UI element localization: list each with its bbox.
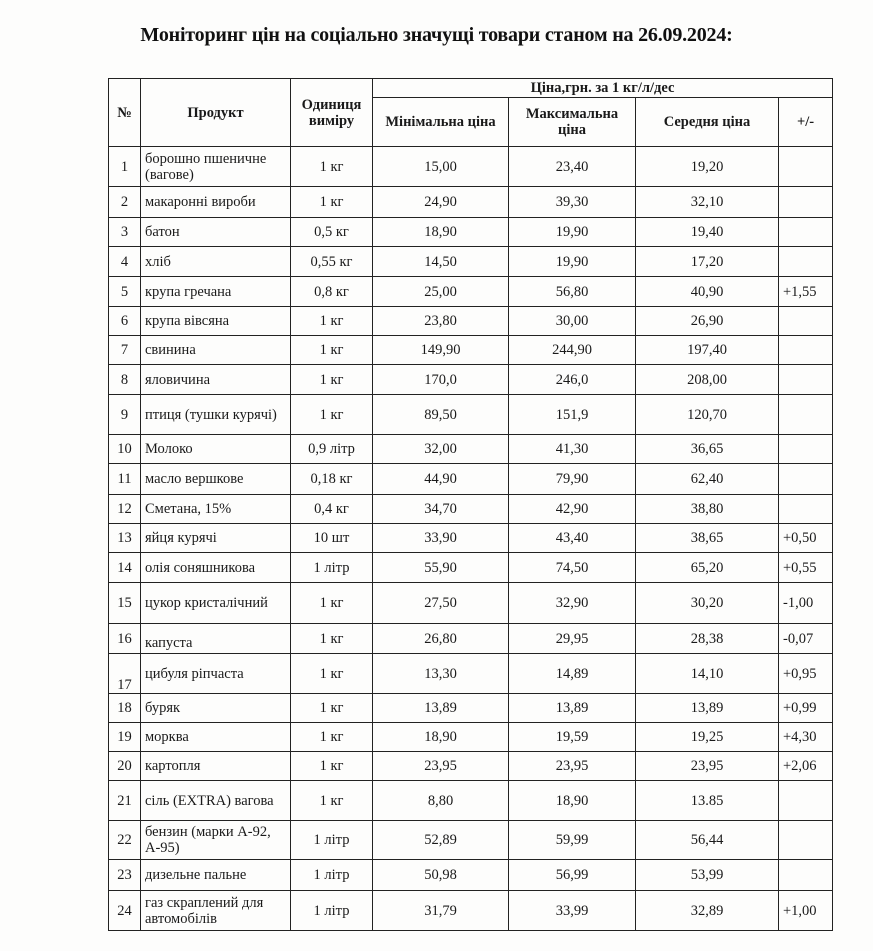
- max-price: 56,99: [509, 860, 636, 891]
- table-row: [109, 654, 833, 694]
- row-number: 23: [109, 860, 141, 891]
- price-change: [779, 860, 833, 891]
- price-change: -0,07: [779, 624, 833, 654]
- product-name: батон: [141, 218, 291, 247]
- price-change: [779, 147, 833, 187]
- min-price: 15,00: [373, 147, 509, 187]
- row-number: 20: [109, 752, 141, 781]
- row-number: 1: [109, 147, 141, 187]
- product-name: олія соняшникова: [141, 553, 291, 583]
- price-change: +0,55: [779, 553, 833, 583]
- avg-price: 19,25: [636, 723, 779, 752]
- avg-price: 197,40: [636, 336, 779, 365]
- min-price: 44,90: [373, 464, 509, 495]
- price-change: [779, 435, 833, 464]
- max-price: 19,59: [509, 723, 636, 752]
- min-price: 31,79: [373, 891, 509, 931]
- unit-of-measure: 1 літр: [291, 821, 373, 860]
- avg-price: 208,00: [636, 365, 779, 395]
- min-price: 23,80: [373, 307, 509, 336]
- table-row: [109, 821, 833, 860]
- row-number: 22: [109, 821, 141, 860]
- table-row: [109, 752, 833, 781]
- price-change: [779, 495, 833, 524]
- unit-of-measure: 0,4 кг: [291, 495, 373, 524]
- unit-of-measure: 0,9 літр: [291, 435, 373, 464]
- max-price: 43,40: [509, 524, 636, 553]
- price-change: +2,06: [779, 752, 833, 781]
- max-price: 33,99: [509, 891, 636, 931]
- max-price: 23,40: [509, 147, 636, 187]
- avg-price: 38,80: [636, 495, 779, 524]
- price-change: +0,99: [779, 694, 833, 723]
- avg-price: 26,90: [636, 307, 779, 336]
- avg-price: 14,10: [636, 654, 779, 694]
- table-row: [109, 860, 833, 891]
- avg-price: 13.85: [636, 781, 779, 821]
- price-change: [779, 464, 833, 495]
- product-name: крупа гречана: [141, 277, 291, 307]
- row-number: 19: [109, 723, 141, 752]
- avg-price: 65,20: [636, 553, 779, 583]
- row-number: 4: [109, 247, 141, 277]
- row-number: 24: [109, 891, 141, 931]
- max-price: 18,90: [509, 781, 636, 821]
- table-row: [109, 435, 833, 464]
- max-price: 41,30: [509, 435, 636, 464]
- row-number: 18: [109, 694, 141, 723]
- price-change: [779, 395, 833, 435]
- table-row: [109, 218, 833, 247]
- price-change: +1,00: [779, 891, 833, 931]
- max-price: 56,80: [509, 277, 636, 307]
- min-price: 23,95: [373, 752, 509, 781]
- min-price: 18,90: [373, 218, 509, 247]
- min-price: 13,30: [373, 654, 509, 694]
- avg-price: 32,10: [636, 187, 779, 218]
- table-row: [109, 247, 833, 277]
- product-name: свинина: [141, 336, 291, 365]
- table-row: [109, 781, 833, 821]
- price-change: +1,55: [779, 277, 833, 307]
- row-number: 15: [109, 583, 141, 624]
- max-price: 151,9: [509, 395, 636, 435]
- table-row: [109, 553, 833, 583]
- unit-of-measure: 0,55 кг: [291, 247, 373, 277]
- price-change: [779, 218, 833, 247]
- table-body: [109, 147, 833, 931]
- product-name: дизельне пальне: [141, 860, 291, 891]
- price-change: [779, 307, 833, 336]
- avg-price: 17,20: [636, 247, 779, 277]
- min-price: 18,90: [373, 723, 509, 752]
- avg-price: 19,40: [636, 218, 779, 247]
- unit-of-measure: 1 кг: [291, 654, 373, 694]
- price-change: +4,30: [779, 723, 833, 752]
- table-row: [109, 395, 833, 435]
- price-change: [779, 365, 833, 395]
- row-number: 6: [109, 307, 141, 336]
- unit-of-measure: 1 кг: [291, 307, 373, 336]
- table-row: [109, 624, 833, 654]
- price-change: [779, 821, 833, 860]
- product-name: Сметана, 15%: [141, 495, 291, 524]
- min-price: 55,90: [373, 553, 509, 583]
- header-change: +/-: [779, 98, 833, 147]
- row-number: 10: [109, 435, 141, 464]
- min-price: 26,80: [373, 624, 509, 654]
- table-row: [109, 891, 833, 931]
- max-price: 14,89: [509, 654, 636, 694]
- unit-of-measure: 1 кг: [291, 723, 373, 752]
- table-row: [109, 147, 833, 187]
- avg-price: 32,89: [636, 891, 779, 931]
- unit-of-measure: 1 кг: [291, 781, 373, 821]
- max-price: 19,90: [509, 218, 636, 247]
- product-name: цибуля ріпчаста: [141, 654, 291, 694]
- price-change: [779, 187, 833, 218]
- product-name: яловичина: [141, 365, 291, 395]
- max-price: 244,90: [509, 336, 636, 365]
- min-price: 170,0: [373, 365, 509, 395]
- row-number: 16: [109, 624, 141, 654]
- table-row: [109, 723, 833, 752]
- header-avg-price: Середня ціна: [636, 98, 779, 147]
- min-price: 27,50: [373, 583, 509, 624]
- document-title: Моніторинг цін на соціально значущі товари станом на 26.09.2024:: [140, 24, 733, 46]
- product-name: Молоко: [141, 435, 291, 464]
- avg-price: 19,20: [636, 147, 779, 187]
- product-name: капуста: [141, 624, 291, 654]
- product-name: хліб: [141, 247, 291, 277]
- avg-price: 62,40: [636, 464, 779, 495]
- max-price: 30,00: [509, 307, 636, 336]
- unit-of-measure: 1 кг: [291, 624, 373, 654]
- table-row: [109, 464, 833, 495]
- avg-price: 28,38: [636, 624, 779, 654]
- min-price: 33,90: [373, 524, 509, 553]
- table-row: [109, 277, 833, 307]
- max-price: 59,99: [509, 821, 636, 860]
- unit-of-measure: 1 кг: [291, 336, 373, 365]
- max-price: 32,90: [509, 583, 636, 624]
- min-price: 50,98: [373, 860, 509, 891]
- min-price: 25,00: [373, 277, 509, 307]
- avg-price: 38,65: [636, 524, 779, 553]
- row-number: 17: [109, 654, 141, 694]
- product-name: газ скраплений для автомобілів: [141, 891, 291, 931]
- unit-of-measure: 1 літр: [291, 891, 373, 931]
- unit-of-measure: 1 кг: [291, 752, 373, 781]
- unit-of-measure: 1 кг: [291, 147, 373, 187]
- avg-price: 36,65: [636, 435, 779, 464]
- avg-price: 40,90: [636, 277, 779, 307]
- unit-of-measure: 1 кг: [291, 187, 373, 218]
- avg-price: 13,89: [636, 694, 779, 723]
- unit-of-measure: 1 літр: [291, 553, 373, 583]
- unit-of-measure: 0,5 кг: [291, 218, 373, 247]
- unit-of-measure: 1 кг: [291, 694, 373, 723]
- price-change: [779, 247, 833, 277]
- unit-of-measure: 0,18 кг: [291, 464, 373, 495]
- min-price: 149,90: [373, 336, 509, 365]
- header-product: Продукт: [141, 79, 291, 147]
- max-price: 246,0: [509, 365, 636, 395]
- price-change: [779, 336, 833, 365]
- product-name: картопля: [141, 752, 291, 781]
- row-number: 12: [109, 495, 141, 524]
- price-change: +0,50: [779, 524, 833, 553]
- table-header: [109, 79, 833, 147]
- row-number: 11: [109, 464, 141, 495]
- min-price: 8,80: [373, 781, 509, 821]
- min-price: 34,70: [373, 495, 509, 524]
- row-number: 14: [109, 553, 141, 583]
- price-monitoring-table: [108, 78, 833, 931]
- product-name: буряк: [141, 694, 291, 723]
- table-row: [109, 336, 833, 365]
- product-name: борошно пшеничне (вагове): [141, 147, 291, 187]
- table-row: [109, 187, 833, 218]
- max-price: 39,30: [509, 187, 636, 218]
- table-row: [109, 524, 833, 553]
- table-row: [109, 365, 833, 395]
- max-price: 79,90: [509, 464, 636, 495]
- product-name: морква: [141, 723, 291, 752]
- product-name: крупа вівсяна: [141, 307, 291, 336]
- max-price: 42,90: [509, 495, 636, 524]
- unit-of-measure: 1 кг: [291, 395, 373, 435]
- min-price: 32,00: [373, 435, 509, 464]
- unit-of-measure: 0,8 кг: [291, 277, 373, 307]
- product-name: цукор кристалічний: [141, 583, 291, 624]
- product-name: птиця (тушки курячі): [141, 395, 291, 435]
- max-price: 74,50: [509, 553, 636, 583]
- avg-price: 120,70: [636, 395, 779, 435]
- header-number: №: [109, 79, 141, 147]
- table-row: [109, 583, 833, 624]
- product-name: сіль (EXTRA) вагова: [141, 781, 291, 821]
- avg-price: 53,99: [636, 860, 779, 891]
- product-name: макаронні вироби: [141, 187, 291, 218]
- table-row: [109, 694, 833, 723]
- row-number: 2: [109, 187, 141, 218]
- min-price: 52,89: [373, 821, 509, 860]
- avg-price: 23,95: [636, 752, 779, 781]
- max-price: 23,95: [509, 752, 636, 781]
- unit-of-measure: 1 кг: [291, 583, 373, 624]
- min-price: 89,50: [373, 395, 509, 435]
- row-number: 9: [109, 395, 141, 435]
- row-number: 8: [109, 365, 141, 395]
- header-max-price: Максимальна ціна: [509, 98, 636, 147]
- product-name: бензин (марки А-92, А-95): [141, 821, 291, 860]
- avg-price: 30,20: [636, 583, 779, 624]
- row-number: 21: [109, 781, 141, 821]
- max-price: 19,90: [509, 247, 636, 277]
- header-unit: Одиниця виміру: [291, 79, 373, 147]
- avg-price: 56,44: [636, 821, 779, 860]
- product-name: масло вершкове: [141, 464, 291, 495]
- min-price: 14,50: [373, 247, 509, 277]
- min-price: 13,89: [373, 694, 509, 723]
- price-change: -1,00: [779, 583, 833, 624]
- row-number: 5: [109, 277, 141, 307]
- product-name: яйця курячі: [141, 524, 291, 553]
- table-row: [109, 307, 833, 336]
- max-price: 13,89: [509, 694, 636, 723]
- min-price: 24,90: [373, 187, 509, 218]
- header-min-price: Мінімальна ціна: [373, 98, 509, 147]
- row-number: 3: [109, 218, 141, 247]
- row-number: 7: [109, 336, 141, 365]
- price-change: [779, 781, 833, 821]
- price-change: +0,95: [779, 654, 833, 694]
- unit-of-measure: 10 шт: [291, 524, 373, 553]
- row-number: 13: [109, 524, 141, 553]
- unit-of-measure: 1 літр: [291, 860, 373, 891]
- header-price-group: Ціна,грн. за 1 кг/л/дес: [373, 79, 833, 98]
- unit-of-measure: 1 кг: [291, 365, 373, 395]
- max-price: 29,95: [509, 624, 636, 654]
- table-row: [109, 495, 833, 524]
